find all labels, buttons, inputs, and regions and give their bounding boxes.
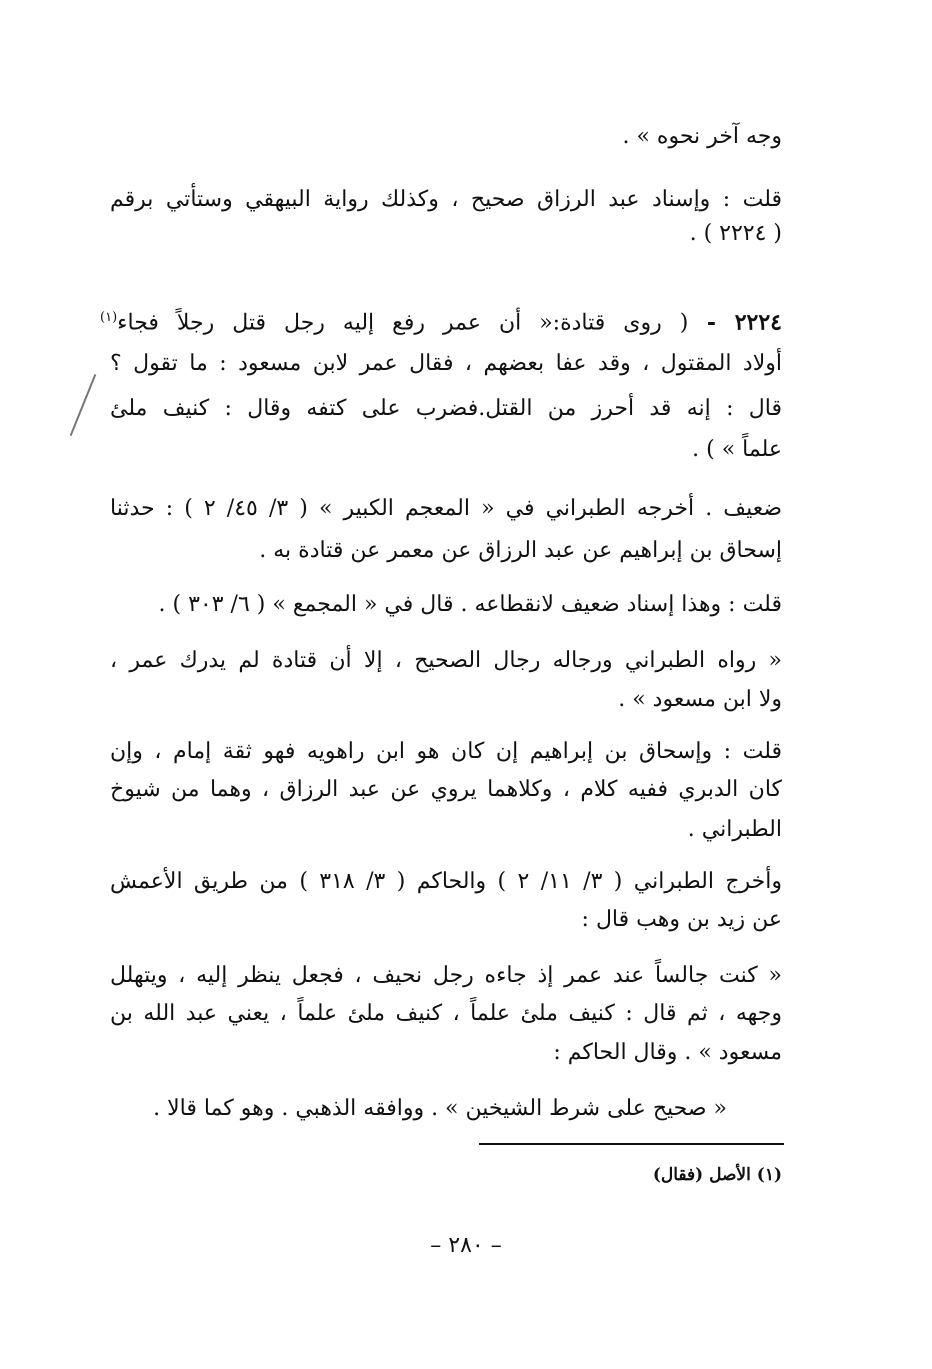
footnote-divider xyxy=(479,1143,784,1145)
text-line: وجهه ، ثم قال : كنيف ملئ علماً ، كنيف ملئ علماً ، يعني عبد الله بن xyxy=(110,1001,782,1026)
text-line: ولا ابن مسعود » . xyxy=(618,687,782,712)
text-line: إسحاق بن إبراهيم عن عبد الرزاق عن معمر عن قتادة به . xyxy=(259,538,782,563)
footnote-ref: (١) xyxy=(100,310,118,325)
text-line: « رواه الطبراني ورجاله رجال الصحيح ، إلا أن قتادة لم يدرك عمر ، xyxy=(110,648,782,673)
text-line: « كنت جالساً عند عمر إذ جاءه رجل نحيف ، فجعل ينظر إليه ، ويتهلل xyxy=(110,963,782,988)
text-line: ( ٢٢٢٤ ) . xyxy=(689,221,782,246)
text-line: قلت : وإسحاق بن إبراهيم إن كان هو ابن راهويه فهو ثقة إمام ، وإن xyxy=(110,739,782,764)
footnote: (١) الأصل (فقال) xyxy=(652,1165,782,1185)
text-line: الطبراني . xyxy=(687,817,782,842)
text-line: وأخرج الطبراني ( ٣/ ١١/ ٢ ) والحاكم ( ٣/ ٣١٨ ) من طريق الأعمش xyxy=(110,869,783,894)
text-line: عن زيد بن وهب قال : xyxy=(581,907,782,932)
text-line: ضعيف . أخرجه الطبراني في « المعجم الكبير » ( ٣/ ٤٥/ ٢ ) : حدثنا xyxy=(110,496,783,521)
hadith-text: ( روى قتادة:« أن عمر رفع إليه رجل قتل رجلاً فجاء xyxy=(117,310,689,336)
text-line: علماً » ) . xyxy=(692,437,782,462)
text-line: قال : إنه قد أحرز من القتل.فضرب على كتفه وقال : كنيف ملئ xyxy=(110,396,782,421)
page-number: – ٢٨٠ – xyxy=(430,1233,502,1258)
hadith-number: ٢٢٢٤ - xyxy=(688,309,782,336)
text-line: مسعود » . وقال الحاكم : xyxy=(553,1040,782,1065)
text-line: أولاد المقتول ، وقد عفا بعضهم ، فقال عمر لابن مسعود : ما تقول ؟ xyxy=(110,351,782,376)
margin-mark xyxy=(70,374,97,436)
text-line: وجه آخر نحوه » . xyxy=(622,124,782,149)
hadith-heading xyxy=(100,302,782,339)
text-line: قلت : وهذا إسناد ضعيف لانقطاعه . قال في « المجمع » ( ٦/ ٣٠٣ ) . xyxy=(158,592,782,617)
text-line: « صحيح على شرط الشيخين » . ووافقه الذهبي . وهو كما قالا . xyxy=(153,1096,727,1121)
text-line: كان الدبري ففيه كلام ، وكلاهما يروي عن عبد الرزاق ، وهما من شيوخ xyxy=(110,777,782,802)
text-line: قلت : وإسناد عبد الرزاق صحيح ، وكذلك رواية البيهقي وستأتي برقم xyxy=(110,187,782,212)
